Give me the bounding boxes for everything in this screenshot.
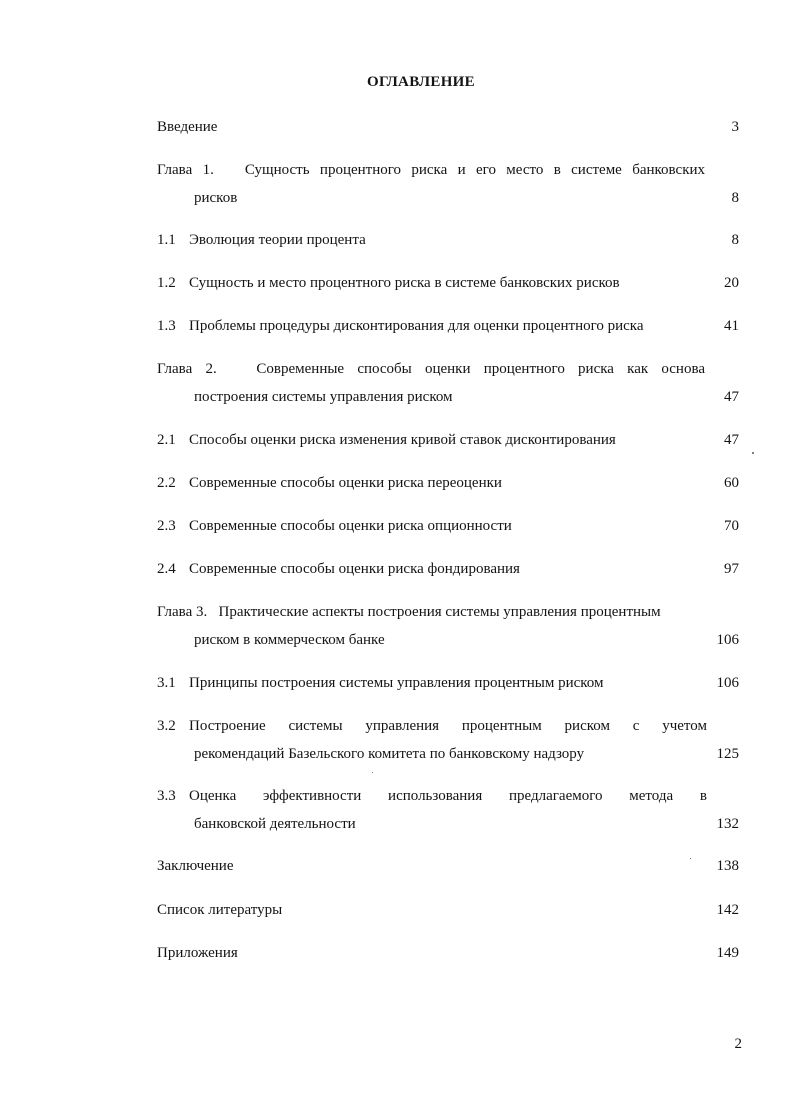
toc-number: 3.2	[157, 718, 176, 734]
toc-number: 1.2	[157, 275, 176, 291]
toc-label: Сущность и место процентного риска в системе банковских рисков	[189, 275, 620, 291]
scan-speck	[752, 452, 754, 454]
toc-label-line2: построения системы управления риском	[194, 389, 453, 405]
toc-label-line1: Глава 1. Сущность процентного риска и его место в системе банковских	[157, 162, 706, 178]
toc-label: Заключение	[157, 858, 234, 874]
toc-page: 8	[731, 232, 739, 248]
toc-entry-2-1	[157, 426, 739, 454]
toc-entry-conclusion	[157, 852, 739, 880]
toc-page: 132	[716, 816, 739, 832]
toc-entry-chapter-2	[157, 355, 739, 411]
toc-page: 70	[724, 518, 739, 534]
toc-label-line2: рисков	[194, 190, 238, 206]
toc-label-line1: Построение системы управления процентным риском с учетом	[189, 718, 707, 734]
toc-number: 1.3	[157, 318, 176, 334]
scan-speck	[372, 772, 373, 773]
toc-page: 138	[716, 858, 739, 874]
toc-label: Способы оценки риска изменения кривой ставок дисконтирования	[189, 432, 616, 448]
toc-label-line2: риском в коммерческом банке	[194, 632, 385, 648]
toc-page: 142	[716, 902, 739, 918]
toc-page: 20	[724, 275, 739, 291]
toc-page: 41	[724, 318, 739, 334]
toc-entry-1-1	[157, 226, 739, 254]
toc-number: 2.2	[157, 475, 176, 491]
page-number: 2	[734, 1036, 742, 1052]
toc-number: 2.3	[157, 518, 176, 534]
toc-page: 125	[716, 746, 739, 762]
toc-entry-3-3	[157, 782, 739, 838]
toc-label: Современные способы оценки риска переоценки	[189, 475, 502, 491]
toc-page: 106	[716, 675, 739, 691]
toc-label: Проблемы процедуры дисконтирования для оценки процентного риска	[189, 318, 644, 334]
toc-label-line2: банковской деятельности	[194, 816, 356, 832]
toc-page: 106	[716, 632, 739, 648]
toc-label: Введение	[157, 119, 218, 135]
toc-entry-bibliography	[157, 896, 739, 924]
toc-page: 47	[724, 389, 739, 405]
toc-entry-chapter-3	[157, 598, 739, 654]
toc-label-line2: рекомендаций Базельского комитета по банковскому надзору	[194, 746, 585, 762]
toc-label-line1: Оценка эффективности использования предлагаемого метода в	[189, 788, 707, 804]
toc-entry-introduction	[157, 113, 739, 141]
toc-page: 47	[724, 432, 739, 448]
toc-page: 97	[724, 561, 739, 577]
toc-number: 2.1	[157, 432, 176, 448]
toc-page: 3	[731, 119, 739, 135]
toc-entry-3-2	[157, 712, 739, 768]
toc-entry-chapter-1	[157, 156, 739, 212]
toc-number: 3.3	[157, 788, 176, 804]
toc-number: 3.1	[157, 675, 176, 691]
toc-entry-appendices	[157, 939, 739, 967]
toc-label: Современные способы оценки риска фондирования	[189, 561, 520, 577]
toc-label-line1: Глава 2. Современные способы оценки процентного риска как основа	[157, 361, 706, 377]
toc-label: Список литературы	[157, 902, 283, 918]
toc-entry-2-4	[157, 555, 739, 583]
toc-page: 149	[716, 945, 739, 961]
toc-entry-2-2	[157, 469, 739, 497]
toc-label: Современные способы оценки риска опционности	[189, 518, 512, 534]
toc-entry-1-2	[157, 269, 739, 297]
toc-entry-1-3	[157, 312, 739, 340]
toc-number: 1.1	[157, 232, 176, 248]
toc-page: 60	[724, 475, 739, 491]
toc-label: Принципы построения системы управления процентным риском	[189, 675, 604, 691]
toc-entry-3-1	[157, 669, 739, 697]
toc-label: Эволюция теории процента	[189, 232, 366, 248]
page-title: ОГЛАВЛЕНИЕ	[367, 74, 475, 90]
toc-label: Приложения	[157, 945, 238, 961]
scan-speck	[690, 858, 691, 859]
toc-label-line1: Глава 3. Практические аспекты построения системы управления процентным	[157, 604, 661, 620]
toc-page: 8	[731, 190, 739, 206]
toc-number: 2.4	[157, 561, 176, 577]
toc-entry-2-3	[157, 512, 739, 540]
